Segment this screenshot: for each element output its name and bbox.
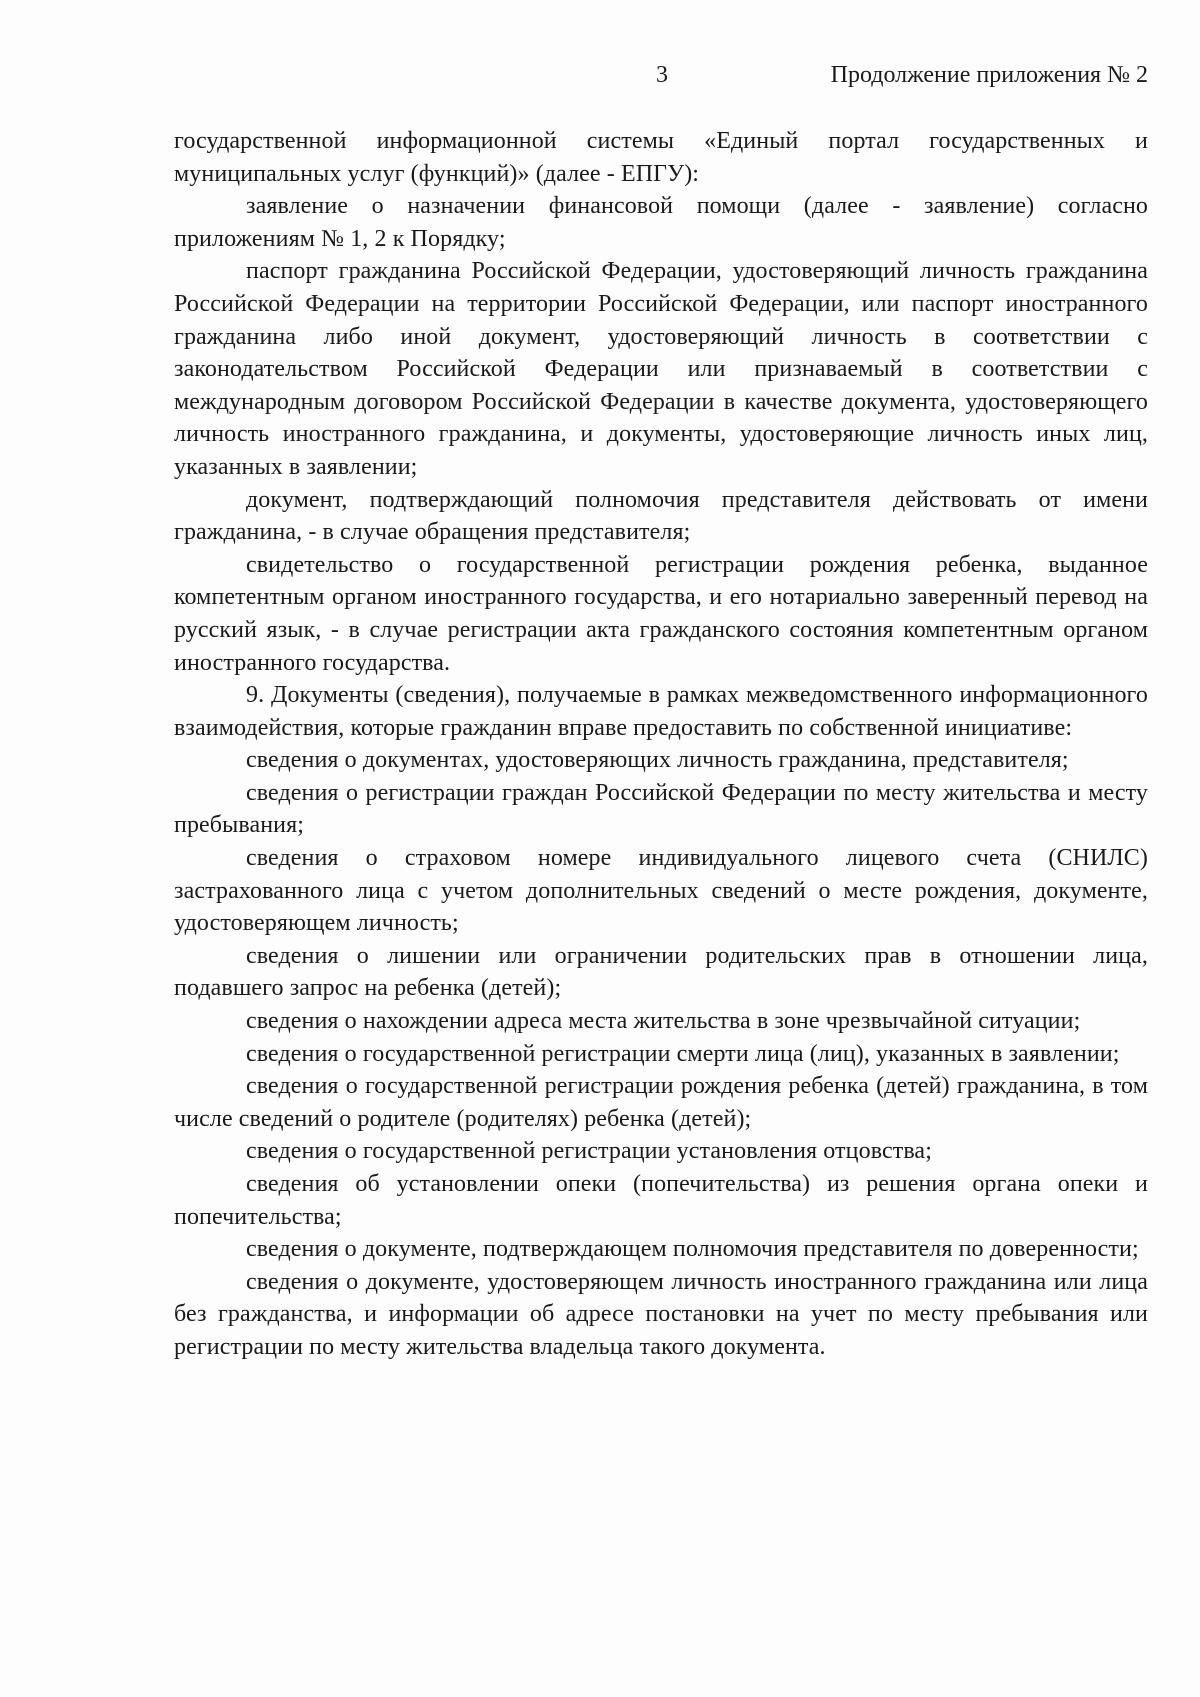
appendix-label: Продолжение приложения № 2	[830, 62, 1148, 88]
paragraph-parental-rights: сведения о лишении или ограничении родительских прав в отношении лица, подавшего запрос на ребенка (детей);	[174, 942, 1148, 1002]
page-header	[0, 60, 1200, 96]
paragraph-paternity: сведения о государственной регистрации установления отцовства;	[246, 1138, 932, 1165]
paragraph-identity-documents: сведения о документах, удостоверяющих личность гражданина, представителя;	[246, 747, 1069, 774]
paragraph-registration: сведения о регистрации граждан Российской Федерации по месту жительства и месту пребывания;	[174, 779, 1148, 839]
paragraph-foreign-citizen: сведения о документе, удостоверяющем личность иностранного гражданина или лица без гражданства, и информации об адресе постановки на учет по месту пребывания или регистрации по месту жительства владельца такого документа.	[174, 1268, 1148, 1360]
document-body	[174, 125, 1148, 1364]
paragraph-representative-document: документ, подтверждающий полномочия представителя действовать от имени гражданина, - в случае обращения представителя;	[174, 486, 1148, 546]
paragraph-section-9: 9. Документы (сведения), получаемые в рамках межведомственного информационного взаимодействия, которые гражданин вправе предоставить по собственной инициативе:	[174, 682, 1148, 741]
paragraph-application: заявление о назначении финансовой помощи (далее - заявление) согласно приложениям № 1, 2 к Порядку;	[174, 193, 1148, 252]
paragraph-death-registration: сведения о государственной регистрации смерти лица (лиц), указанных в заявлении;	[246, 1040, 1120, 1067]
paragraph-birth-certificate: свидетельство о государственной регистрации рождения ребенка, выданное компетентным органом иностранного государства, и его нотариально заверенный перевод на русский язык, - в случае регистрации акта гражданского состояния компетентным органом иностранного государства.	[174, 551, 1148, 676]
paragraph-birth-registration: сведения о государственной регистрации рождения ребенка (детей) гражданина, в том числе сведений о родителе (родителях) ребенка (детей);	[174, 1073, 1148, 1132]
paragraph-continuation: государственной информационной системы «Единый портал государственных и муниципальных услуг (функций)» (далее - ЕПГУ):	[174, 128, 1148, 187]
paragraph-passport: паспорт гражданина Российской Федерации, удостоверяющий личность гражданина Российской Федерации на территории Российской Федерации, или паспорт иностранного гражданина либо иной документ, удостоверяющий личность в соответствии с законодательством Российской Федерации или признаваемый в соответствии с международным договором Российской Федерации в качестве документа, удостоверяющего личность иностранного гражданина, и документы, удостоверяющие личность иных лиц, указанных в заявлении;	[174, 258, 1148, 480]
page-number: 3	[656, 62, 668, 88]
paragraph-snils: сведения о страховом номере индивидуального лицевого счета (СНИЛС) застрахованного лица с учетом дополнительных сведений о месте рождения, документе, удостоверяющем личность;	[174, 845, 1148, 937]
paragraph-power-of-attorney: сведения о документе, подтверждающем полномочия представителя по доверенности;	[246, 1236, 1139, 1263]
paragraph-guardianship: сведения об установлении опеки (попечительства) из решения органа опеки и попечительства;	[174, 1171, 1148, 1230]
paragraph-emergency-zone: сведения о нахождении адреса места жительства в зоне чрезвычайной ситуации;	[246, 1008, 1081, 1035]
